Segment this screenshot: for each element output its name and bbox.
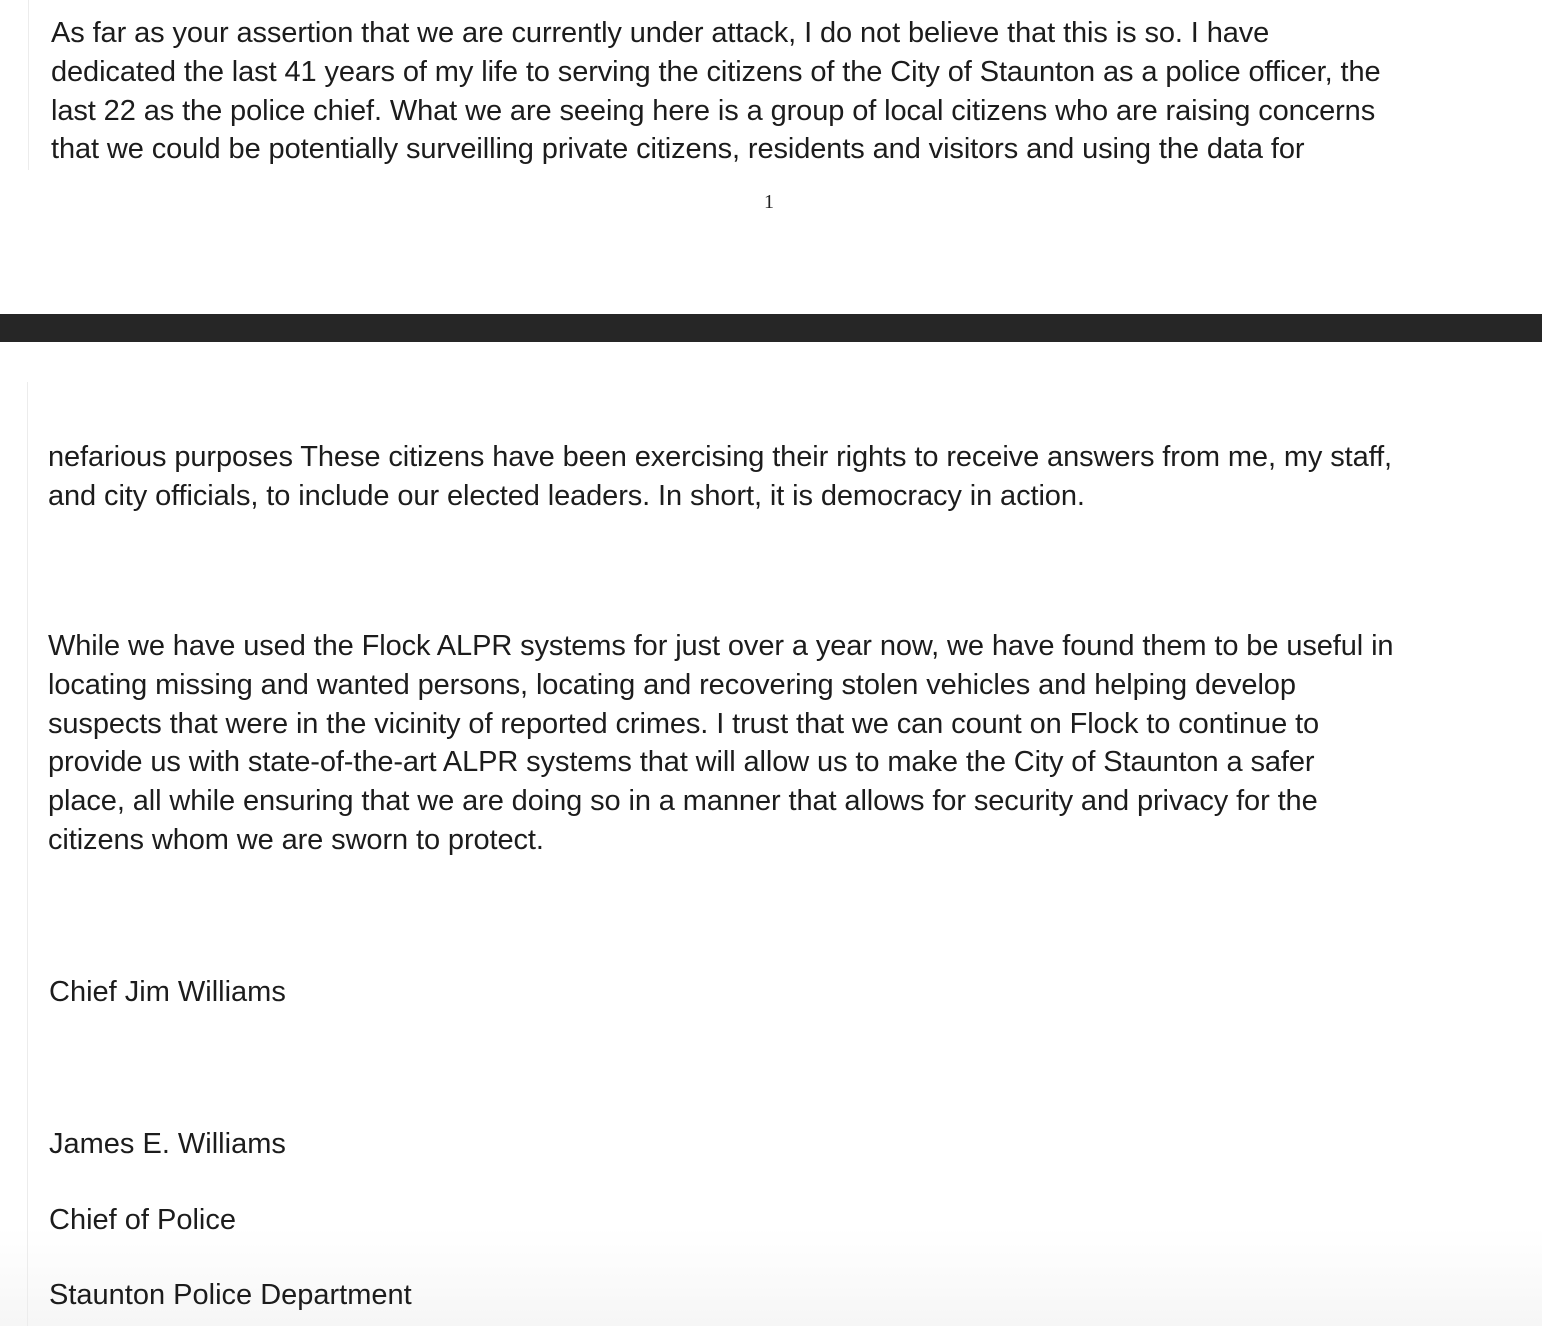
signature-name: James E. Williams	[49, 1128, 286, 1160]
signature-title: Chief of Police	[49, 1204, 236, 1236]
document-page-1	[0, 0, 1542, 314]
page-number: 1	[764, 191, 774, 213]
page-margin-guide	[28, 0, 29, 170]
letter-paragraph-democracy: nefarious purposes These citizens have been exercising their rights to receive answers from me, my staff, and city officials, to include our elected leaders. In short, it is democracy in action.	[48, 441, 1393, 512]
letter-paragraph-attack-assertion: As far as your assertion that we are currently under attack, I do not believe that this is so. I have dedicated the last 41 years of my life to serving the citizens of the City of Staunton as a police officer, the last 22 as the police chief. What we are seeing here is a group of local citizens who are raising concerns that we could be potentially surveilling private citizens, residents and visitors and using the data for	[51, 17, 1381, 166]
letter-paragraph-flock-alpr: While we have used the Flock ALPR systems for just over a year now, we have found them to be useful in locating missing and wanted persons, locating and recovering stolen vehicles and helping develop suspects that were in the vicinity of reported crimes. I trust that we can count on Flock to continue to provide us with state-of-the-art ALPR systems that will allow us to make the City of Staunton a safer place, all while ensuring that we are doing so in a manner that allows for security and privacy for the citizens whom we are sworn to protect.	[48, 630, 1394, 856]
page-margin-guide	[27, 382, 28, 1326]
document-page-2	[0, 342, 1542, 1326]
signature-organization: Staunton Police Department	[49, 1279, 412, 1311]
signoff-name: Chief Jim Williams	[49, 976, 286, 1008]
page-separator	[0, 314, 1542, 342]
